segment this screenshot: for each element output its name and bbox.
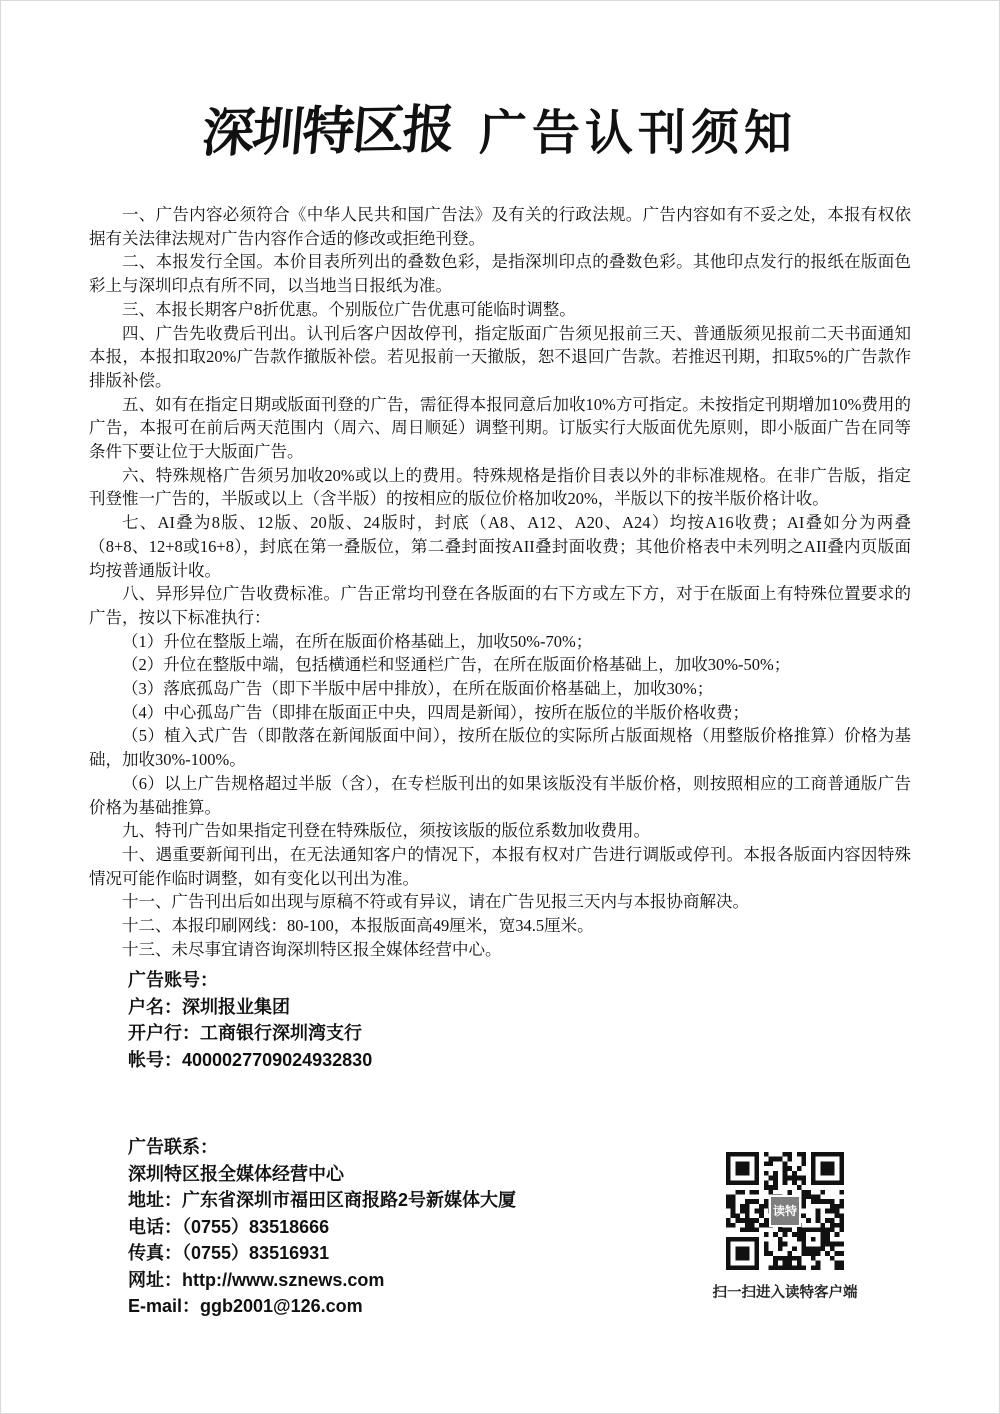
qr-code bbox=[726, 1152, 844, 1270]
page-title bbox=[1, 89, 999, 164]
notice-subitem: （6）以上广告规格超过半版（含），在专栏版刊出的如果该版没有半版价格，则按照相应的工商普通版广告价格为基础推算。 bbox=[89, 773, 911, 817]
account-holder-line: 户名：深圳报业集团 bbox=[128, 996, 290, 1017]
notice-subitem: （3）落底孤岛广告（即下半版中居中排放），在所在版面价格基础上，加收30%； bbox=[122, 679, 714, 699]
contact-org-line: 深圳特区报全媒体经营中心 bbox=[128, 1163, 344, 1184]
ad-account-heading: 广告账号： bbox=[128, 970, 218, 990]
contact-website-line: 网址：http://www.sznews.com bbox=[128, 1269, 385, 1290]
notice-paragraph: 四、广告先收费后刊出。认刊后客户因故停刊，指定版面广告须见报前三天、普通版须见报前二天书面通知本报，本报扣取20%广告款作撤版补偿。若见报前一天撤版，恕不退回广告款。若推迟刊期，扣取5%的广告款作排版补偿。 bbox=[89, 323, 911, 390]
notice-paragraph: 十三、未尽事宜请咨询深圳特区报全媒体经营中心。 bbox=[122, 939, 502, 959]
qr-caption: 扫一扫进入读特客户端 bbox=[712, 1285, 858, 1301]
notice-paragraph: 十二、本报印刷网线：80-100，本报版面高49厘米，宽34.5厘米。 bbox=[122, 916, 594, 936]
notice-subitem: （4）中心孤岛广告（即排在版面正中央，四周是新闻），按所在版位的半版价格收费； bbox=[122, 702, 749, 722]
contact-fax-line: 传真：（0755）83516931 bbox=[128, 1243, 330, 1263]
notice-body bbox=[89, 203, 911, 962]
notice-paragraph: 六、特殊规格广告须另加收20%或以上的费用。特殊规格是指价目表以外的非标准规格。在非广告版，指定刊登惟一广告的，半版或以上（含半版）的按相应的版位价格加收20%，半版以下的按半版价格计收。 bbox=[89, 465, 911, 509]
notice-paragraph: 七、AI叠为8版、12版、20版、24版时，封底（A8、A12、A20、A24）均按A16收费；AI叠如分为两叠（8+8、12+8或16+8），封底在第一叠版位，第二叠封面按AII叠封面收费；其他价格表中未列明之AII叠内页版面均按普通版计收。 bbox=[89, 513, 911, 580]
notice-subitem: （5）植入式广告（即散落在新闻版面中间），按所在版位的实际所占版面规格（用整版价格推算）价格为基础，加收30%-100%。 bbox=[89, 726, 911, 770]
account-number-line: 帐号：4000027709024932830 bbox=[128, 1049, 373, 1070]
notice-paragraph: 一、广告内容必须符合《中华人民共和国广告法》及有关的行政法规。广告内容如有不妥之处，本报有权依据有关法律法规对广告内容作合适的修改或拒绝刊登。 bbox=[89, 205, 911, 248]
notice-paragraph: 十、遇重要新闻刊出，在无法通知客户的情况下，本报有权对广告进行调版或停刊。本报各版面内容因特殊情况可能作临时调整，如有变化以刊出为准。 bbox=[89, 844, 911, 888]
notice-paragraph: 三、本报长期客户8折优惠。个别版位广告优惠可能临时调整。 bbox=[122, 299, 576, 319]
newspaper-masthead: 深圳特区报 bbox=[199, 101, 456, 164]
contact-phone-line: 电话：（0755）83518666 bbox=[128, 1216, 330, 1237]
notice-subitem: （2）升位在整版中端，包括横通栏和竖通栏广告，在所在版面价格基础上，加收30%-50%； bbox=[122, 655, 791, 675]
dute-logo: 读特 bbox=[769, 1195, 801, 1227]
contact-email-line: E-mail：ggb2001@126.com bbox=[128, 1296, 363, 1316]
contact-address-line: 地址：广东省深圳市福田区商报路2号新媒体大厦 bbox=[128, 1190, 517, 1210]
bank-line: 开户行：工商银行深圳湾支行 bbox=[128, 1023, 362, 1043]
notice-paragraph: 九、特刊广告如果指定刊登在特殊版位，须按该版的版位系数加收费用。 bbox=[122, 821, 650, 841]
notice-subitem: （1）升位在整版上端，在所在版面价格基础上，加收50%-70%； bbox=[122, 631, 593, 651]
notice-paragraph: 五、如有在指定日期或版面刊登的广告，需征得本报同意后加收10%方可指定。未按指定刊期增加10%费用的广告，本报可在前后两天范围内（周六、周日顺延）调整刊期。订版实行大版面优先原则，即小版面广告在同等条件下要让位于大版面广告。 bbox=[89, 394, 911, 462]
notice-paragraph: 十一、广告刊出后如出现与原稿不符或有异议，请在广告见报三天内与本报协商解决。 bbox=[122, 892, 749, 912]
qr-block bbox=[711, 1152, 859, 1302]
ad-contact-heading: 广告联系： bbox=[128, 1137, 218, 1157]
title-text: 广告认刊须知 bbox=[479, 107, 798, 160]
notice-paragraph: 二、本报发行全国。本价目表所列出的叠数色彩，是指深圳印点的叠数色彩。其他印点发行的报纸在版面色彩上与深圳印点有所不同，以当地当日报纸为准。 bbox=[89, 252, 911, 296]
ad-account-section bbox=[128, 967, 372, 1073]
notice-paragraph: 八、异形异位广告收费标准。广告正常均刊登在各版面的右下方或左下方，对于在版面上有特殊位置要求的广告，按以下标准执行： bbox=[89, 584, 911, 627]
ad-contact-section bbox=[128, 1134, 516, 1320]
